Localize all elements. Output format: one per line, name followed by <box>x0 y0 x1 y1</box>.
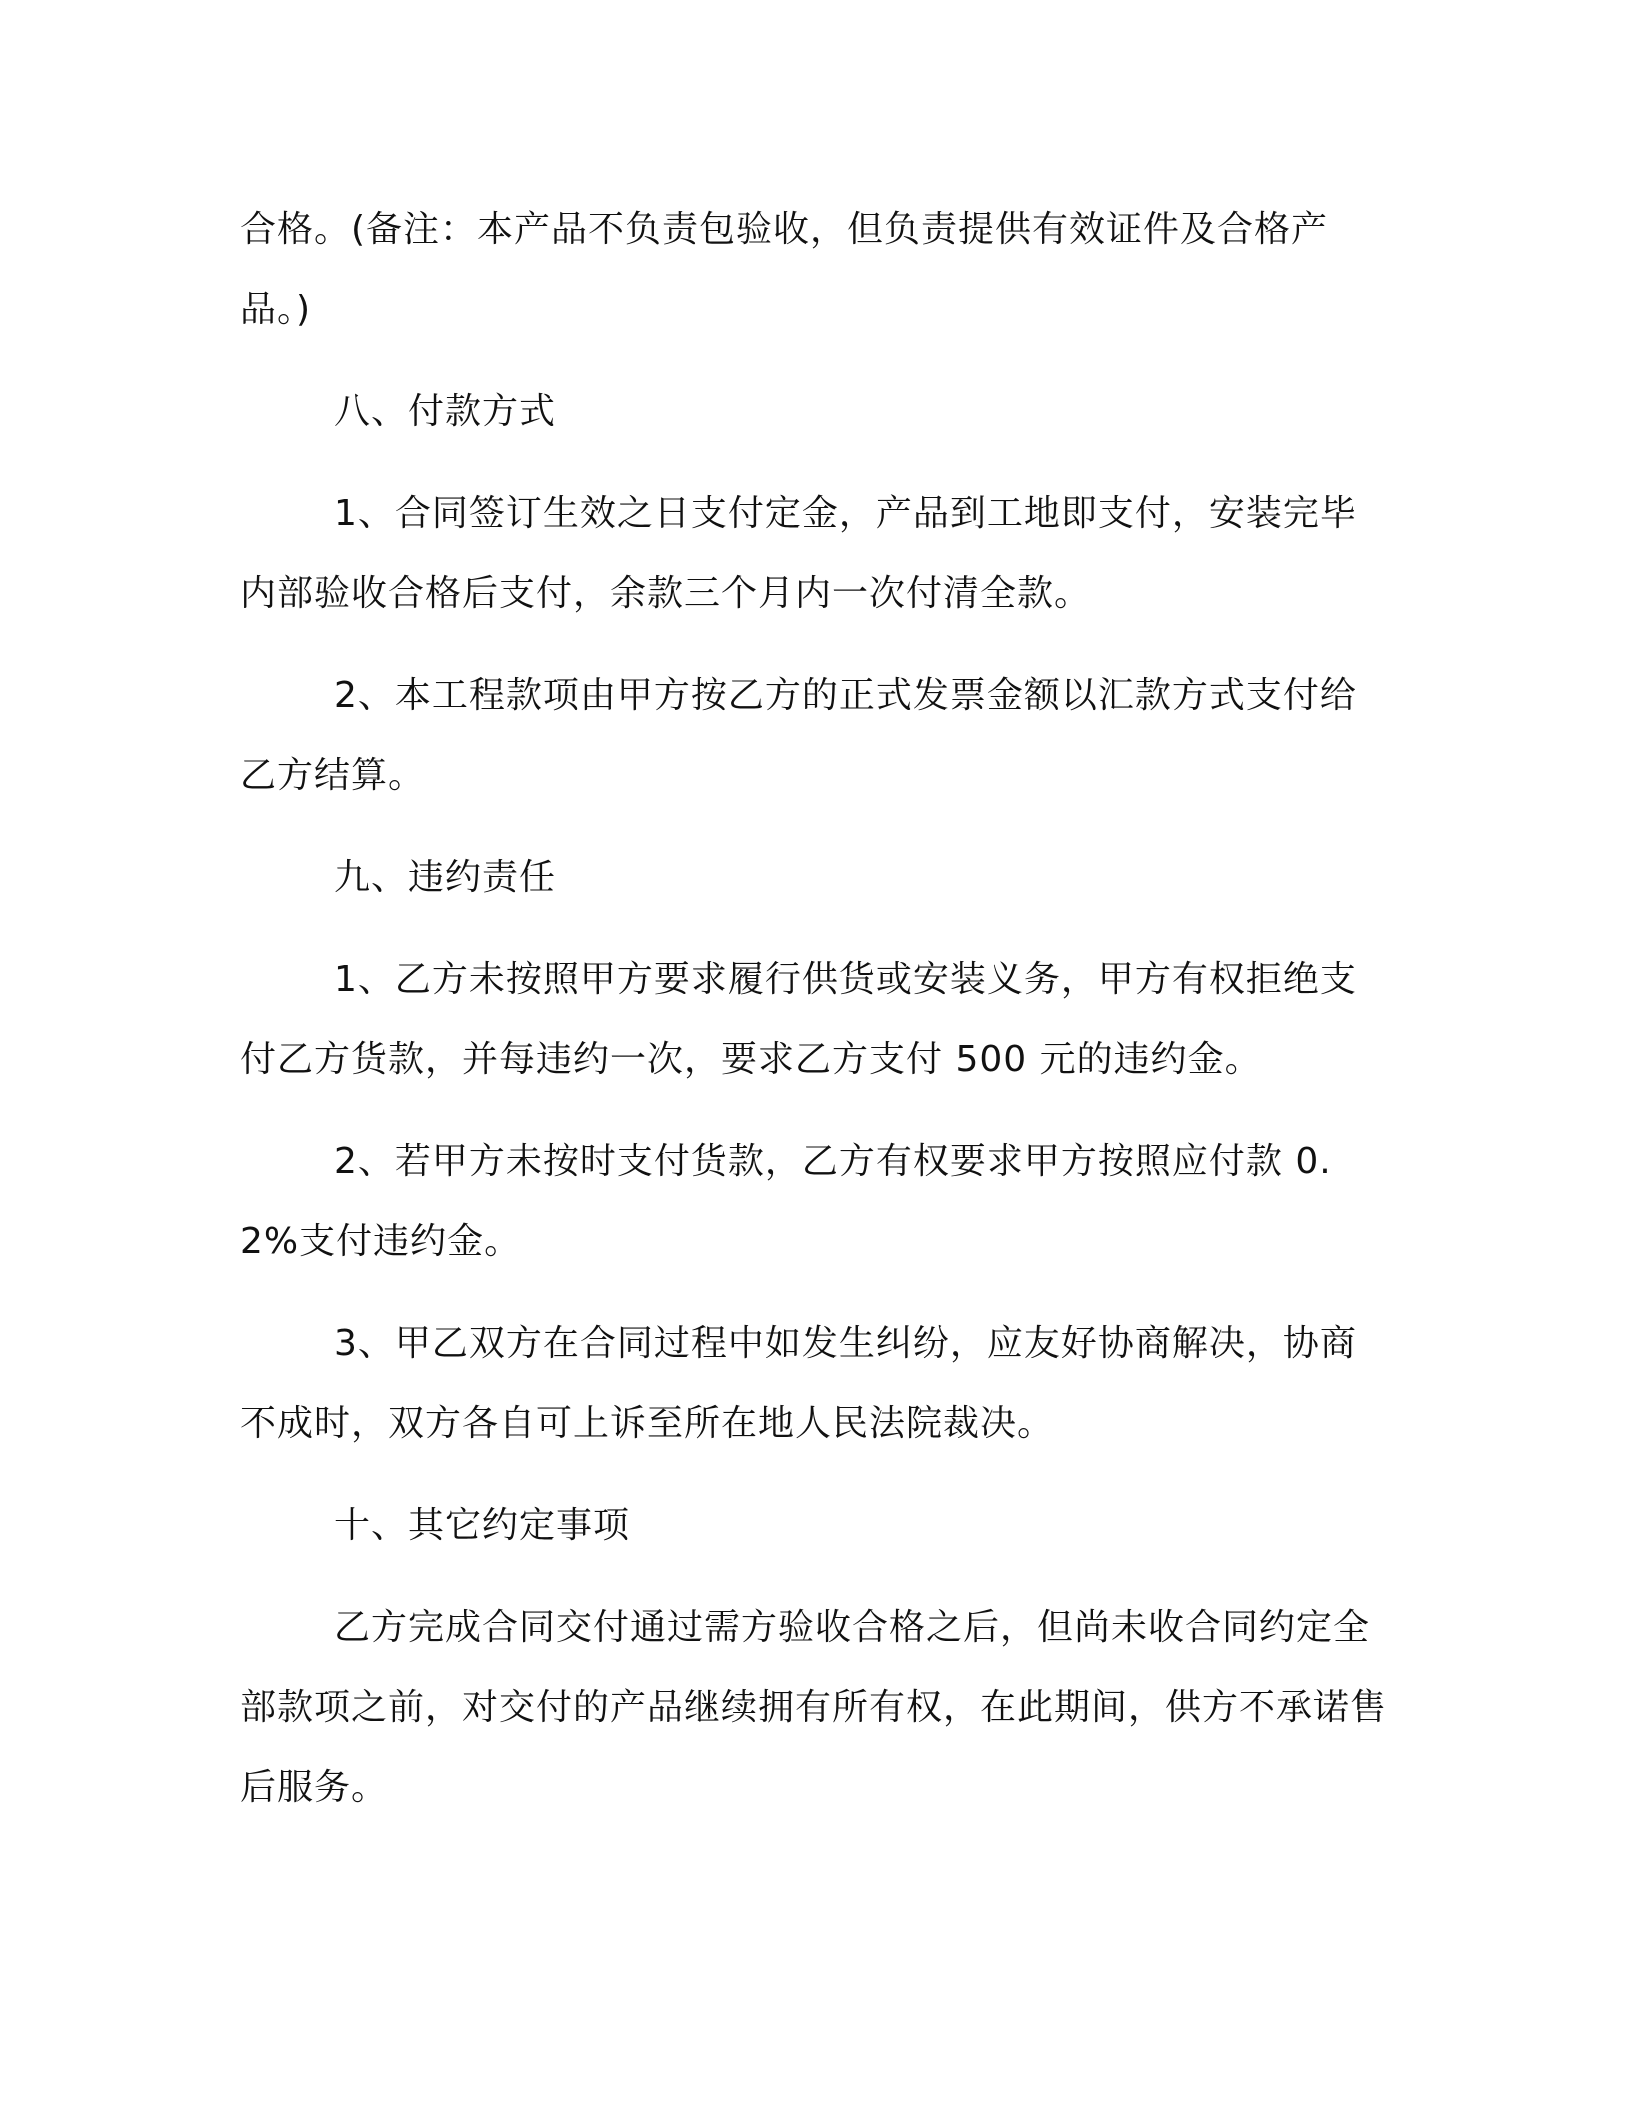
heading-breach-liability: 九、违约责任 <box>334 857 557 898</box>
paragraph-breach-3: 3、甲乙双方在合同过程中如发生纠纷，应友好协商解决，协商不成时，双方各自可上诉至所在地人民法院裁决。 <box>240 1323 1357 1444</box>
document-page <box>240 190 1390 1828</box>
paragraph-other-terms: 乙方完成合同交付通过需方验收合格之后，但尚未收合同约定全部款项之前，对交付的产品继续拥有所有权，在此期间，供方不承诺售后服务。 <box>240 1607 1388 1808</box>
paragraph-breach-2: 2、若甲方未按时支付货款，乙方有权要求甲方按照应付款 0.2%支付违约金。 <box>240 1141 1332 1262</box>
paragraph-payment-2: 2、本工程款项由甲方按乙方的正式发票金额以汇款方式支付给乙方结算。 <box>240 675 1357 796</box>
paragraph-breach-1: 1、乙方未按照甲方要求履行供货或安装义务，甲方有权拒绝支付乙方货款，并每违约一次，要求乙方支付 500 元的违约金。 <box>240 959 1357 1080</box>
paragraph-payment-1: 1、合同签订生效之日支付定金，产品到工地即支付，安装完毕内部验收合格后支付，余款三个月内一次付清全款。 <box>240 493 1357 614</box>
paragraph-acceptance-note: 合格。(备注：本产品不负责包验收，但负责提供有效证件及合格产品。) <box>240 209 1329 330</box>
heading-other-terms: 十、其它约定事项 <box>334 1505 631 1546</box>
heading-payment-method: 八、付款方式 <box>334 391 557 432</box>
